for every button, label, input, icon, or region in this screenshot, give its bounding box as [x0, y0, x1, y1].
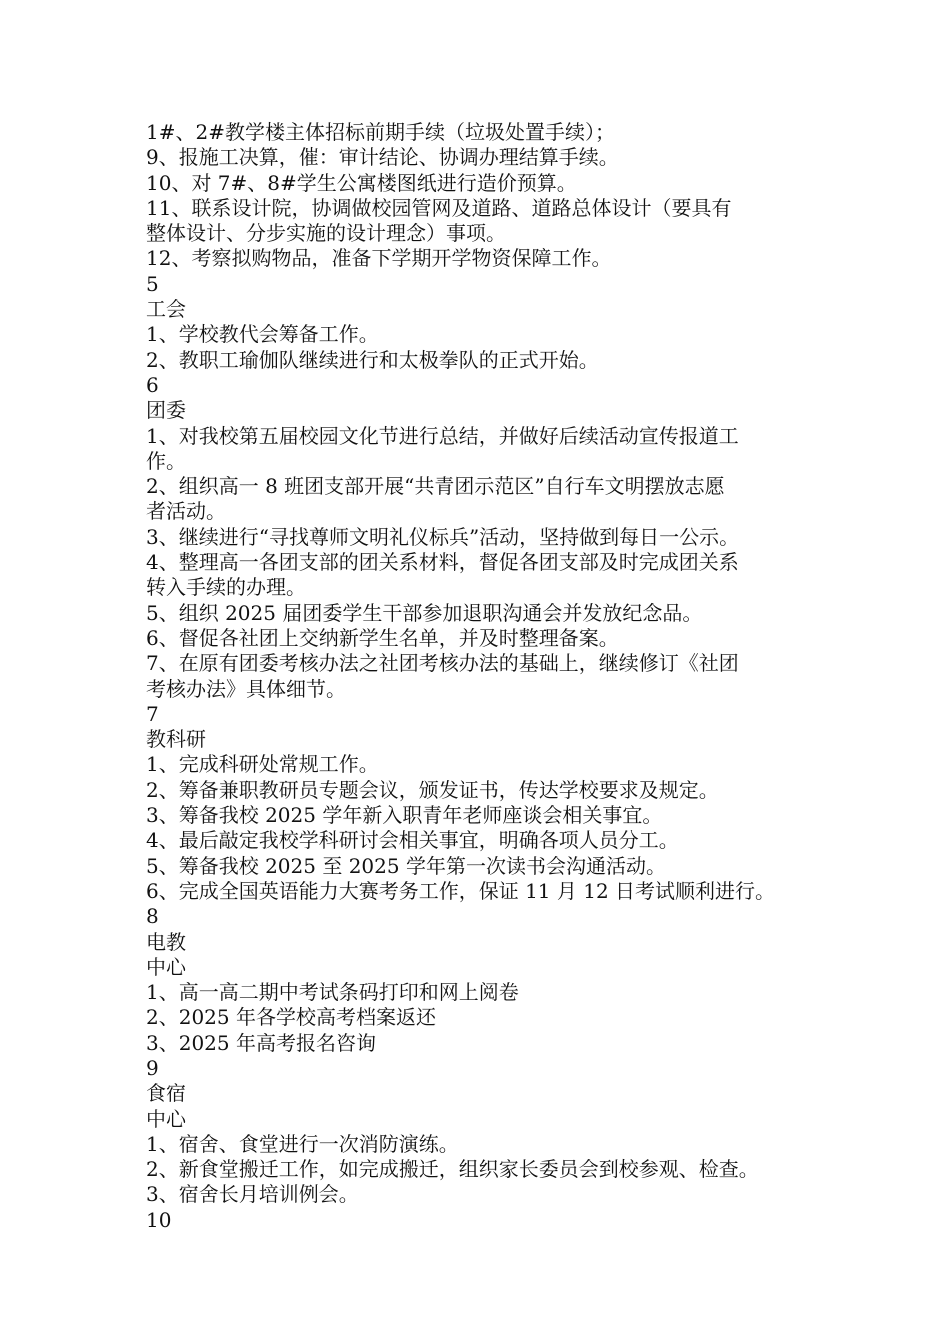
text-line: 2、筹备兼职教研员专题会议，颁发证书，传达学校要求及规定。	[146, 777, 719, 802]
text-line: 5、筹备我校 2025 至 2025 学年第一次读书会沟通活动。	[146, 853, 666, 878]
text-line: 作。	[146, 448, 186, 473]
text-line: 3、宿舍长月培训例会。	[146, 1182, 359, 1207]
text-line: 4、最后敲定我校学科研讨会相关事宜，明确各项人员分工。	[146, 828, 679, 853]
text-line: 1、对我校第五届校园文化节进行总结，并做好后续活动宣传报道工	[146, 423, 739, 448]
text-line: 9、报施工决算，催：审计结论、协调办理结算手续。	[146, 145, 619, 170]
section-heading: 团委	[146, 398, 186, 423]
text-line: 7、在原有团委考核办法之社团考核办法的基础上，继续修订《社团	[146, 651, 739, 676]
text-line: 12、考察拟购物品，准备下学期开学物资保障工作。	[146, 246, 612, 271]
text-line: 整体设计、分步实施的设计理念）事项。	[146, 221, 506, 246]
text-line: 1#、2#教学楼主体招标前期手续（垃圾处置手续）；	[146, 120, 615, 144]
section-heading: 中心	[146, 954, 186, 979]
text-line: 10、对 7#、8#学生公寓楼图纸进行造价预算。	[146, 170, 577, 195]
section-heading: 工会	[146, 297, 186, 322]
text-line: 1、学校教代会筹备工作。	[146, 322, 379, 347]
text-line: 3、筹备我校 2025 学年新入职青年老师座谈会相关事宜。	[146, 803, 663, 828]
text-line: 1、完成科研处常规工作。	[146, 752, 379, 777]
section-number: 6	[146, 372, 159, 397]
text-line: 转入手续的办理。	[146, 575, 306, 600]
text-line: 6、完成全国英语能力大赛考务工作，保证 11 月 12 日考试顺利进行。	[146, 878, 776, 903]
text-line: 者活动。	[146, 499, 226, 524]
section-number: 8	[146, 904, 159, 929]
text-line: 2、组织高一 8 班团支部开展“共青团示范区”自行车文明摆放志愿	[146, 474, 725, 499]
section-number: 10	[146, 1207, 172, 1232]
text-line: 6、督促各社团上交纳新学生名单，并及时整理备案。	[146, 625, 619, 650]
section-heading: 教科研	[146, 727, 206, 752]
text-line: 1、宿舍、食堂进行一次消防演练。	[146, 1131, 459, 1156]
section-number: 5	[146, 271, 159, 296]
section-number: 7	[146, 701, 159, 726]
text-line: 2、教职工瑜伽队继续进行和太极拳队的正式开始。	[146, 347, 599, 372]
text-line: 11、联系设计院，协调做校园管网及道路、道路总体设计（要具有	[146, 195, 732, 220]
section-heading: 食宿	[146, 1081, 186, 1106]
text-line: 2、新食堂搬迁工作，如完成搬迁，组织家长委员会到校参观、检查。	[146, 1157, 759, 1182]
text-line: 2、2025 年各学校高考档案返还	[146, 1005, 436, 1030]
text-line: 5、组织 2025 届团委学生干部参加退职沟通会并发放纪念品。	[146, 600, 703, 625]
document-body	[146, 120, 836, 1233]
section-heading: 电教	[146, 929, 186, 954]
text-line: 3、2025 年高考报名咨询	[146, 1030, 376, 1055]
text-line: 考核办法》具体细节。	[146, 676, 346, 701]
text-line: 3、继续进行“寻找尊师文明礼仪标兵”活动，坚持做到每日一公示。	[146, 524, 740, 549]
section-heading: 中心	[146, 1106, 186, 1131]
text-line: 4、整理高一各团支部的团关系材料，督促各团支部及时完成团关系	[146, 550, 739, 575]
text-line: 1、高一高二期中考试条码打印和网上阅卷	[146, 980, 519, 1005]
section-number: 9	[146, 1055, 159, 1080]
